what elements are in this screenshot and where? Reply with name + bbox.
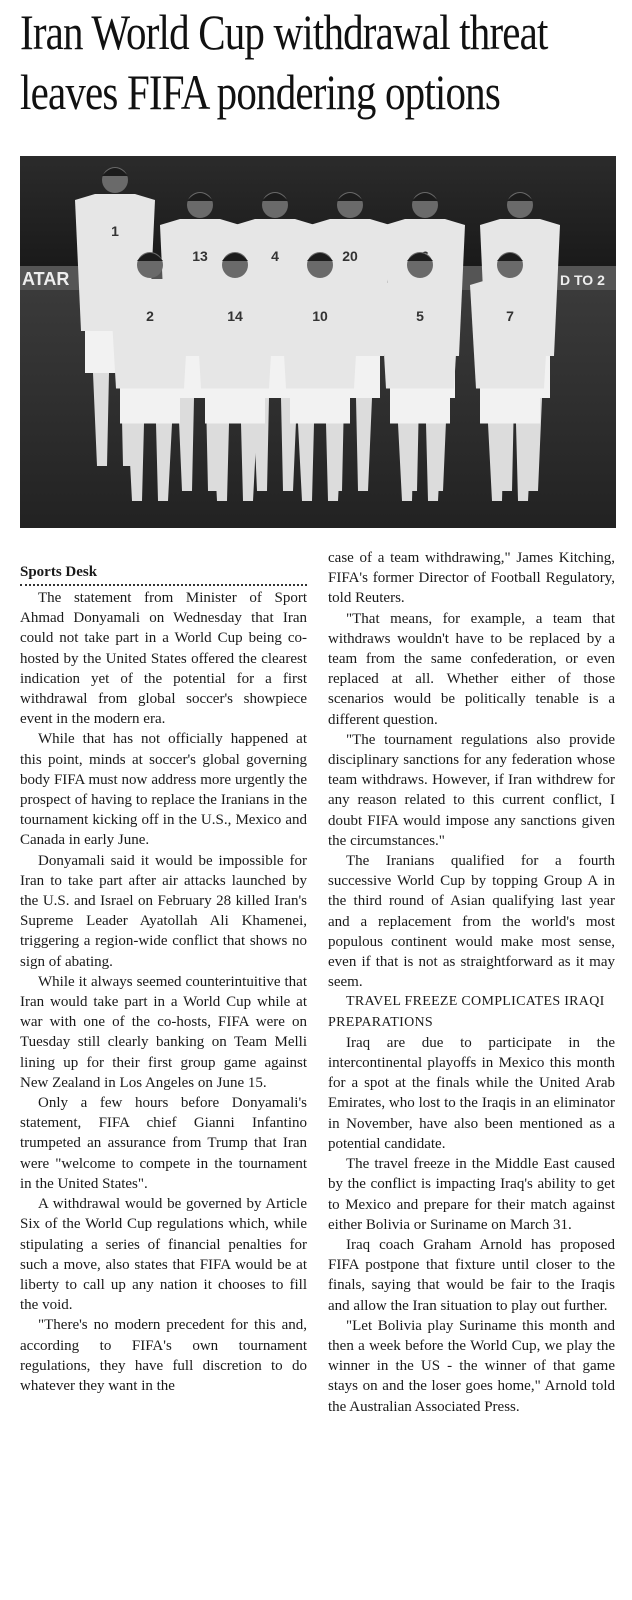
player-shirt: [470, 279, 550, 389]
subhead: TRAVEL FREEZE COMPLICATES IRAQI PREPARATIONS: [328, 994, 605, 1030]
right-paragraph: "That means, for example, a team that withdraws wouldn't have to be replaced by a team from the same confederation, or even replaced at all. Whether either of those scenarios would be politically tenable is a different question.: [328, 610, 615, 728]
right-paragraph: "The tournament regulations also provide disciplinary sanctions for any federation whose team withdraws. However, if Iran withdrew for any reason related to this current conflict, I doubt FIFA would impose any sanctions given the circumstances.": [328, 731, 615, 849]
left-paragraph: Donyamali said it would be impossible for Iran to take part after air attacks launched by the U.S. and Israel on February 28 killed Iran's Supreme Leader Ayatollah Ali Khamenei, triggering a region-wide conflict that shows no sign of abating.: [20, 852, 307, 970]
shirt-number: 13: [192, 248, 208, 264]
player-shirt: [380, 279, 460, 389]
board-text-right: D TO 2: [560, 272, 605, 288]
shirt-number: 10: [312, 308, 328, 324]
player-shorts: [290, 389, 350, 424]
shirt-number: 1: [111, 223, 119, 239]
team-photo-graphic: [20, 156, 616, 528]
team-photo: [20, 156, 616, 528]
right-lower-paragraph: "Let Bolivia play Suriname this month and then a week before the World Cup, we play the winner in the US - the winner of that game stays on and the loser goes home," Arnold told the Australian Associated Press.: [328, 1317, 615, 1415]
player-shorts: [480, 389, 540, 424]
shirt-number: 14: [227, 308, 243, 324]
player-shorts: [205, 389, 265, 424]
right-lower-paragraph: Iraq coach Graham Arnold has proposed FIFA postpone that fixture until closer to the finals, saying that would be fair to the Iraqis and allow the Iran situation to play out further.: [328, 1236, 615, 1314]
headline-line-1: Iran World Cup withdrawal threat: [20, 4, 548, 60]
player-shorts: [390, 389, 450, 424]
left-column-body: [20, 588, 307, 1396]
player-shorts: [120, 389, 180, 424]
byline: Sports Desk: [20, 562, 307, 586]
right-column-body-2: [328, 1033, 615, 1417]
player-shirt: [195, 279, 275, 389]
shirt-number: 5: [416, 308, 424, 324]
left-paragraph: While it always seemed counterintuitive that Iran would take part in a World Cup while at war with one of the co-hosts, FIFA were on Tuesday still clearly banking on Team Melli lining up for their first group game against New Zealand in Los Angeles on June 15.: [20, 973, 307, 1091]
left-paragraph: While that has not officially happened at this point, minds at soccer's global governing body FIFA must now address more urgently the prospect of having to replace the Iranians in the tournament kicking off in the U.S., Mexico and Canada in early June.: [20, 731, 307, 849]
left-paragraph: "There's no modern precedent for this and, according to FIFA's own tournament regulations, they have full discretion to do whatever they want in the: [20, 1317, 307, 1394]
shirt-number: 7: [506, 308, 514, 324]
left-paragraph: A withdrawal would be governed by Article Six of the World Cup regulations which, while stipulating a series of financial penalties for such a move, also states that FIFA would be at liberty to call up any nation it chooses to fill the void.: [20, 1196, 307, 1314]
shirt-number: 20: [342, 248, 358, 264]
column-left: [20, 562, 307, 1396]
player-shirt: [280, 279, 360, 389]
right-paragraph: The Iranians qualified for a fourth successive World Cup by topping Group A in the third round of Asian qualifying last year and a replacement from the world's most populous continent would make most sense, even if that is not as straightforward as it may seem.: [328, 853, 615, 991]
board-text-left: ATAR: [22, 269, 70, 289]
right-column-continuation: case of a team withdrawing," James Kitching, FIFA's former Director of Football Regulatory, told Reuters.: [328, 550, 615, 607]
headline: [20, 2, 548, 122]
right-column-body-1: [328, 609, 615, 993]
column-right: [328, 548, 615, 1417]
left-paragraph: The statement from Minister of Sport Ahmad Donyamali on Wednesday that Iran could not take part in a World Cup being co-hosted by the United States offered the clearest indication yet of the potential for a first withdrawal from global soccer's showpiece event in the modern era.: [20, 590, 307, 728]
left-paragraph: Only a few hours before Donyamali's statement, FIFA chief Gianni Infantino trumpeted an assurance from Trump that Iran were "welcome to compete in the tournament in the United States".: [20, 1095, 307, 1192]
headline-line-2: leaves FIFA pondering options: [20, 64, 500, 120]
right-lower-paragraph: The travel freeze in the Middle East caused by the conflict is impacting Iraq's ability to get to Mexico and prepare for their match against either Bolivia or Suriname on March 31.: [328, 1156, 615, 1233]
shirt-number: 2: [146, 308, 154, 324]
shirt-number: 4: [271, 248, 279, 264]
right-lower-paragraph: Iraq are due to participate in the intercontinental playoffs in Mexico this month for a spot at the finals while the United Arab Emirates, who lost to the Iraqis in an eliminator in November, have also been mentioned as a potential candidate.: [328, 1034, 615, 1152]
player-shirt: [110, 279, 190, 389]
